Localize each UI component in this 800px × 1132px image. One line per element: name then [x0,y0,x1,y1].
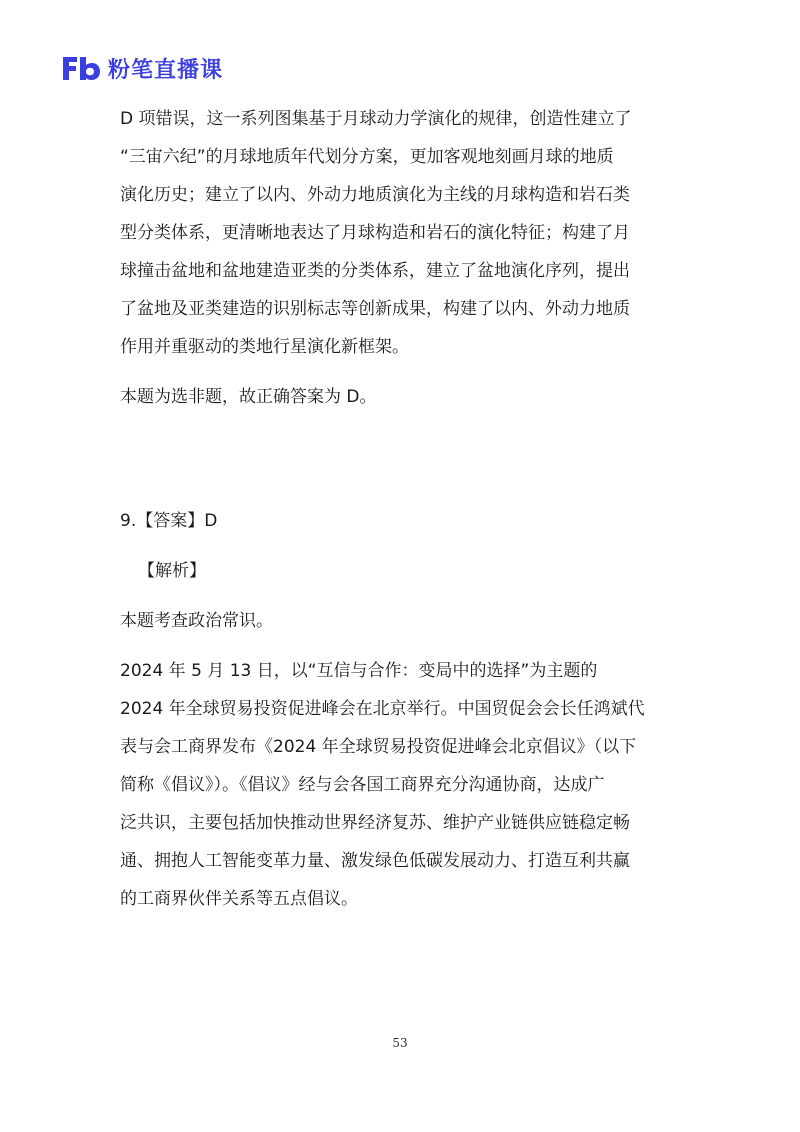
text-line: 球撞击盆地和盆地建造亚类的分类体系，建立了盆地演化序列，提出 [120,261,630,281]
logo-text: 粉笔直播课 [108,57,224,83]
text-line: 了盆地及亚类建造的识别标志等创新成果，构建了以内、外动力地质 [120,299,630,319]
page-number: 53 [392,1036,408,1050]
text-line: 演化历史；建立了以内、外动力地质演化为主线的月球构造和岩石类 [120,185,630,205]
answer-line: 9.【答案】D [120,511,218,531]
fb-logo-icon [60,53,102,83]
text-line: 表与会工商界发布《2024 年全球贸易投资促进峰会北京倡议》（以下 [120,737,637,757]
text-line: 2024 年全球贸易投资促进峰会在北京举行。中国贸促会会长任鸿斌代 [120,699,645,719]
text-line: 型分类体系，更清晰地表达了月球构造和岩石的演化特征；构建了月 [120,223,630,243]
document-body [120,100,700,918]
header [60,50,223,86]
text-line: 2024 年 5 月 13 日，以“互信与合作：变局中的选择”为主题的 [120,661,598,681]
text-line: 泛共识，主要包括加快推动世界经济复苏、维护产业链供应链稳定畅 [120,813,630,833]
text-line: 通、拥抱人工智能变革力量、激发绿色低碳发展动力、打造互利共赢 [120,851,630,871]
section-d-explanation [120,100,700,366]
text-line: 作用并重驱动的类地行星演化新框架。 [120,337,409,357]
conclusion-line: 本题为选非题，故正确答案为 D。 [120,387,377,407]
topic-line: 本题考查政治常识。 [120,611,273,631]
text-line: D 项错误，这一系列图集基于月球动力学演化的规律，创造性建立了 [120,109,632,129]
analysis-label: 【解析】 [138,561,206,581]
question9-explanation [120,652,700,918]
text-line: 的工商界伙伴关系等五点倡议。 [120,889,358,909]
text-line: 简称《倡议》）。《倡议》经与会各国工商界充分沟通协商，达成广 [120,775,605,795]
text-line: “三宙六纪”的月球地质年代划分方案，更加客观地刻画月球的地质 [120,147,614,167]
